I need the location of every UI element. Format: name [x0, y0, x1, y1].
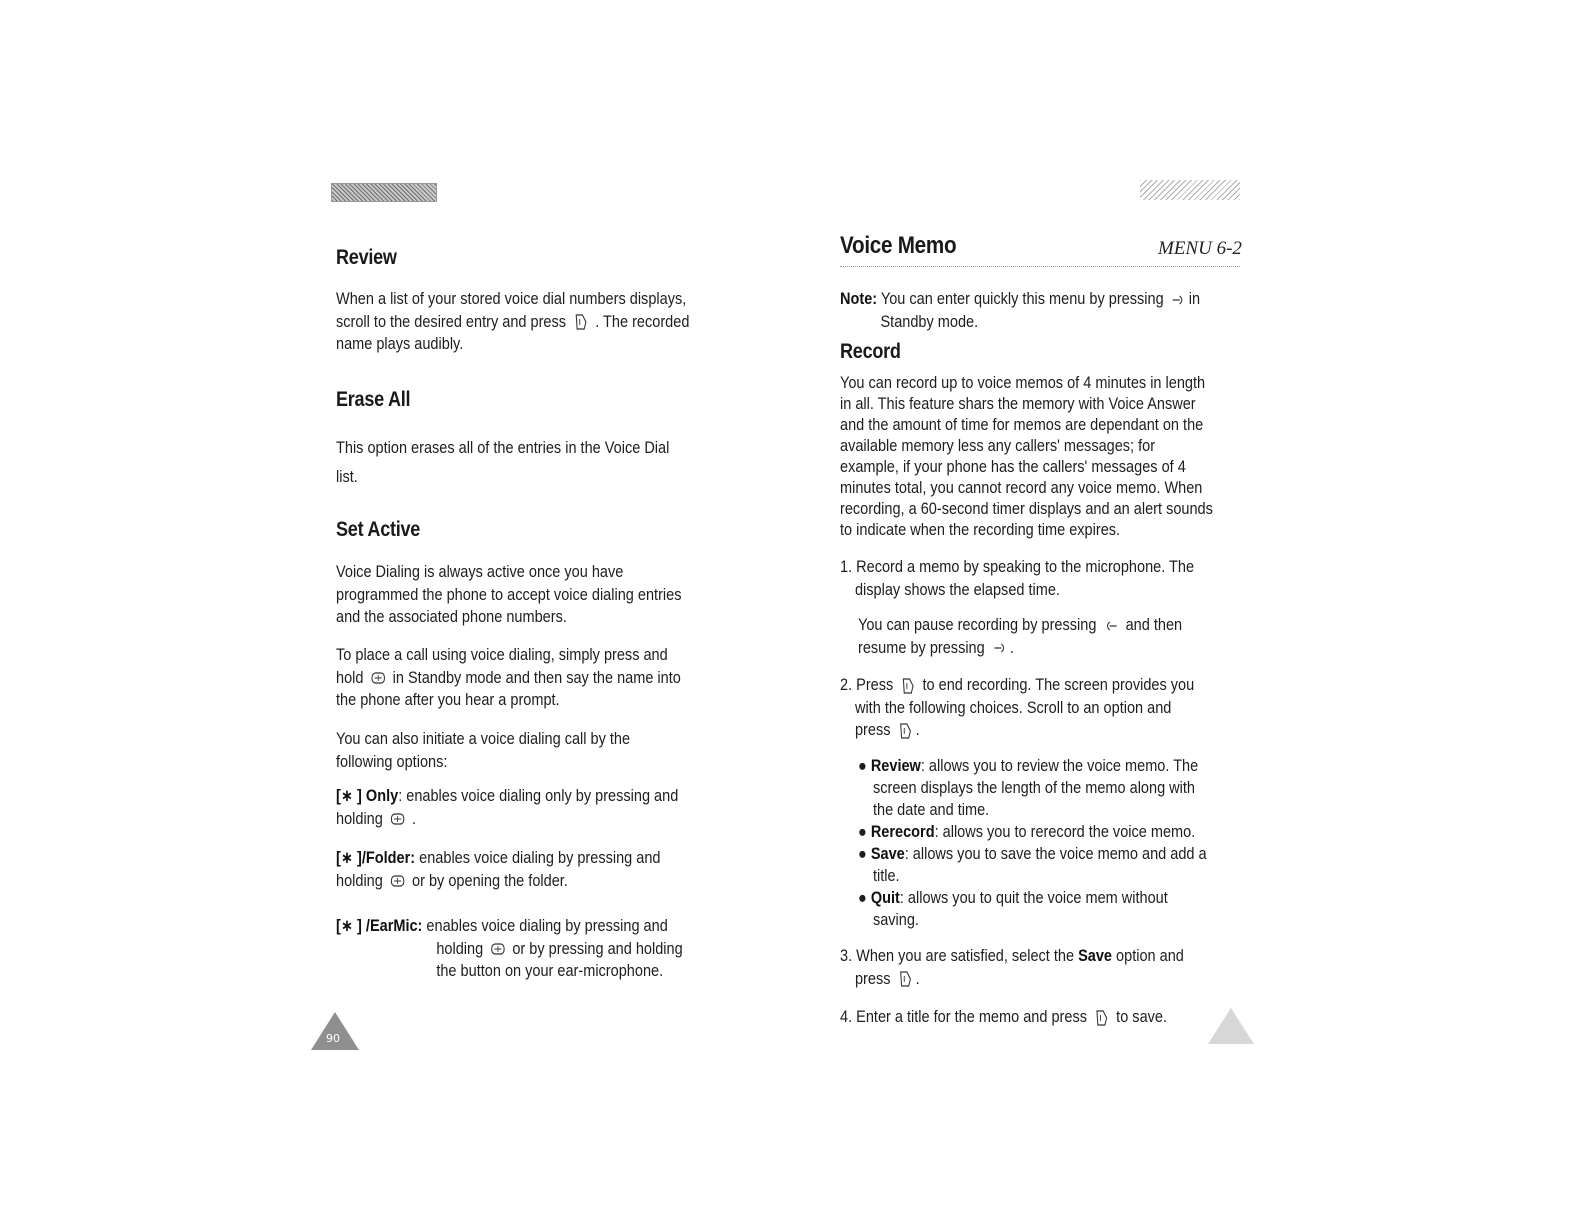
- option-only-label: [∗ ] Only: [336, 787, 399, 805]
- set-active-para2: [336, 644, 681, 712]
- review-body: [336, 288, 689, 356]
- set-active-p2-line3: the phone after you hear a prompt.: [336, 691, 560, 709]
- voice-key-icon: [490, 940, 506, 958]
- bullet-save: ● Save: allows you to save the voice memo and add a: [858, 845, 1207, 863]
- option-folder-line2a: holding: [336, 871, 383, 890]
- ok-key-icon: [1094, 1009, 1110, 1027]
- record-line: to indicate when the recording time expires.: [840, 521, 1121, 539]
- review-line2a: scroll to the desired entry and press: [336, 312, 567, 331]
- option-earmic-line2b: or by pressing and holding: [512, 939, 683, 958]
- step4-a: 4. Enter a title for the memo and press: [840, 1008, 1087, 1026]
- bullet-review-line2: screen displays the length of the memo along with: [872, 779, 1196, 797]
- option-only-line2: holding: [336, 809, 383, 828]
- step3-line2a: press: [854, 969, 891, 988]
- set-active-p1-line3: and the associated phone numbers.: [336, 608, 567, 626]
- record-heading: Record: [840, 340, 901, 363]
- ok-key-icon: [897, 970, 913, 988]
- set-active-p2-line2b: in Standby mode and then say the name into: [392, 668, 681, 687]
- bullet-quit-line2: saving.: [872, 911, 919, 929]
- step2-line2: with the following choices. Scroll to an option and: [854, 698, 1172, 717]
- step1-resume-b: .: [1009, 638, 1014, 657]
- bullet-save-label: Save: [870, 845, 905, 863]
- step2-line1b: to end recording. The screen provides you: [922, 676, 1195, 694]
- bullet-rerecord: ● Rerecord: allows you to rerecord the voice memo.: [858, 823, 1196, 841]
- right-soft-key-icon: [1170, 291, 1186, 309]
- review-line1: When a list of your stored voice dial numbers displays,: [336, 290, 687, 308]
- erase-all-heading: Erase All: [336, 388, 411, 411]
- bullet-rerecord-line1: : allows you to rerecord the voice memo.: [934, 823, 1196, 841]
- left-header-tab: [331, 183, 437, 202]
- ok-key-icon: [897, 722, 913, 740]
- bullet-review-line1: : allows you to review the voice memo. The: [920, 757, 1199, 775]
- erase-all-line2: list.: [336, 468, 358, 486]
- bullet-review: ● Review: allows you to review the voice memo. The: [858, 757, 1199, 775]
- record-line: in all. This feature shars the memory with Voice Answer: [840, 395, 1196, 413]
- option-folder-label: [∗ ]/Folder:: [336, 849, 416, 867]
- note-line2: Standby mode.: [880, 312, 979, 331]
- option-earmic: [336, 915, 683, 983]
- set-active-heading: Set Active: [336, 518, 421, 541]
- set-active-p3-line2: following options:: [336, 752, 448, 771]
- record-line: You can record up to voice memos of 4 minutes in length: [840, 374, 1206, 392]
- record-line: minutes total, you cannot record any voice memo. When: [840, 479, 1203, 497]
- review-heading: Review: [336, 246, 397, 269]
- step1-line2: display shows the elapsed time.: [854, 580, 1060, 599]
- step-2: [840, 674, 1194, 742]
- right-header-tab: [1140, 180, 1240, 200]
- step-3: [840, 945, 1184, 990]
- voice-key-icon: [370, 669, 386, 687]
- voice-key-icon: [390, 810, 406, 828]
- step2-line1a: 2. Press: [840, 676, 894, 694]
- set-active-para3: [336, 728, 630, 773]
- option-earmic-line3: the button on your ear-microphone.: [436, 962, 664, 980]
- step3-line1a: 3. When you are satisfied, select the: [840, 947, 1079, 965]
- option-folder-line1: enables voice dialing by pressing and: [415, 849, 661, 867]
- ok-key-icon: [573, 313, 589, 331]
- record-line: recording, a 60-second timer displays and an alert sounds: [840, 500, 1213, 518]
- record-line: example, if your phone has the callers' messages of 4: [840, 458, 1186, 476]
- option-folder: [336, 847, 661, 892]
- review-line2b: . The recorded: [595, 312, 690, 331]
- step2-line3b: .: [915, 721, 920, 739]
- set-active-p1-line1: Voice Dialing is always active once you have: [336, 563, 624, 581]
- step-1: [840, 556, 1194, 601]
- step1-line1: 1. Record a memo by speaking to the microphone. The: [840, 558, 1195, 576]
- voice-memo-title: Voice Memo: [840, 232, 957, 259]
- review-line3: name plays audibly.: [336, 335, 464, 353]
- record-line: available memory less any callers' messages; for: [840, 437, 1156, 455]
- bullet-quit-label: Quit: [870, 889, 900, 907]
- option-earmic-label: [∗ ] /EarMic:: [336, 917, 423, 935]
- page-number: 90: [326, 1032, 340, 1045]
- choice-list: [858, 755, 1207, 931]
- step1-pause-a: You can pause recording by pressing: [858, 616, 1097, 634]
- bullet-quit-line1: : allows you to quit the voice mem without: [899, 889, 1168, 907]
- bullet-review-label: Review: [870, 757, 921, 775]
- step-4: [840, 1006, 1167, 1029]
- bullet-save-line2: title.: [872, 867, 900, 885]
- step-1-pause: [858, 614, 1182, 659]
- record-body: [840, 373, 1213, 541]
- set-active-p2-line1: To place a call using voice dialing, simply press and: [336, 646, 668, 664]
- option-earmic-line2a: holding: [436, 939, 484, 958]
- erase-all-line1: This option erases all of the entries in the Voice Dial: [336, 439, 670, 457]
- note-line1b: in: [1188, 290, 1201, 308]
- step1-resume-a: resume by pressing: [858, 638, 985, 657]
- right-page-triangle: [1208, 1008, 1254, 1044]
- bullet-quit: ● Quit: allows you to quit the voice mem without: [858, 889, 1168, 907]
- option-earmic-line1: enables voice dialing by pressing and: [422, 917, 668, 935]
- right-soft-key-icon: [991, 639, 1007, 657]
- bullet-save-line1: : allows you to save the voice memo and add a: [904, 845, 1207, 863]
- title-rule: [840, 266, 1240, 267]
- set-active-p3-line1: You can also initiate a voice dialing call by the: [336, 730, 631, 748]
- option-only-line1: : enables voice dialing only by pressing and: [398, 787, 679, 805]
- step3-line1b: option and: [1112, 947, 1184, 965]
- option-only: [∗ ] Only: enables voice dialing only by pressing and holding .: [336, 787, 679, 828]
- left-soft-key-icon: [1103, 617, 1119, 635]
- step3-line2b: .: [915, 969, 920, 988]
- set-active-p1-line2: programmed the phone to accept voice dialing entries: [336, 585, 682, 604]
- note: [840, 288, 1200, 333]
- menu-reference: MENU 6-2: [1158, 238, 1242, 259]
- step4-b: to save.: [1116, 1008, 1168, 1026]
- ok-key-icon: [900, 677, 916, 695]
- erase-all-body: [336, 434, 669, 492]
- bullet-review-line3: the date and time.: [872, 801, 990, 819]
- note-label: Note:: [840, 290, 878, 308]
- bullet-rerecord-label: Rerecord: [870, 823, 935, 841]
- step3-save: Save: [1078, 947, 1113, 965]
- note-line1: You can enter quickly this menu by pressing: [877, 290, 1164, 308]
- step2-line3a: press: [854, 721, 891, 739]
- step1-pause-b: and then: [1125, 616, 1183, 634]
- voice-key-icon: [390, 872, 406, 890]
- option-folder-line2b: or by opening the folder.: [412, 871, 568, 890]
- set-active-p2-line2a: hold: [336, 668, 364, 687]
- record-line: and the amount of time for memos are dependant on the: [840, 416, 1204, 434]
- set-active-para1: [336, 561, 681, 629]
